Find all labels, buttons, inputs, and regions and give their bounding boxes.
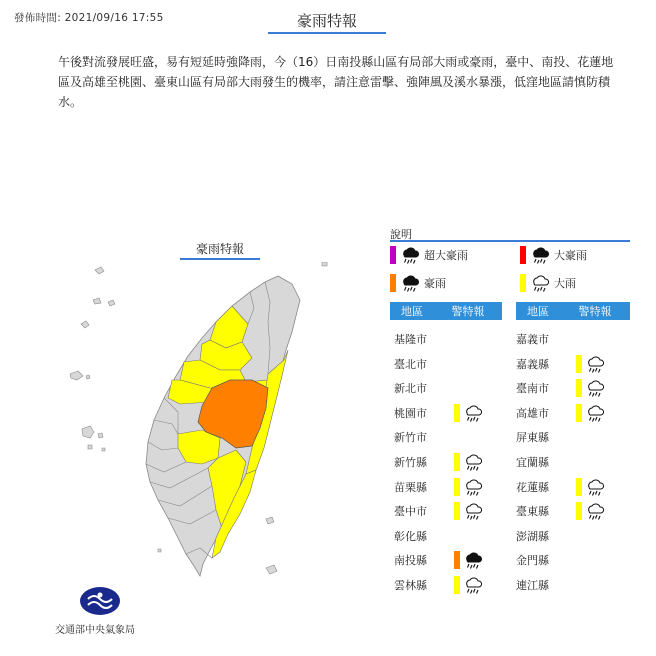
table-row bbox=[516, 550, 576, 570]
warning-cell bbox=[454, 477, 483, 497]
table-row bbox=[516, 329, 576, 349]
col-warning-label: 警特報 bbox=[578, 305, 612, 318]
table-row bbox=[516, 354, 605, 374]
rain-icon bbox=[530, 273, 550, 293]
table-row bbox=[516, 575, 576, 595]
rain-icon bbox=[463, 501, 483, 521]
region-name: 澎湖縣 bbox=[516, 529, 549, 543]
warning-cell bbox=[454, 403, 483, 423]
region-name: 新北市 bbox=[394, 382, 427, 396]
warning-level-bar bbox=[454, 551, 460, 569]
table-row bbox=[516, 526, 576, 546]
rain-icon bbox=[585, 378, 605, 398]
agency-name: 交通部中央氣象局 bbox=[55, 625, 135, 636]
warning-cell bbox=[454, 550, 483, 570]
table-row bbox=[394, 378, 454, 398]
legend-item bbox=[390, 270, 446, 296]
legend-label: 大雨 bbox=[554, 277, 576, 290]
table-row bbox=[516, 477, 605, 497]
table-row bbox=[516, 403, 605, 423]
page-title: 豪雨特報 bbox=[268, 10, 386, 34]
region-name: 彰化縣 bbox=[394, 529, 427, 543]
heavy-rain-icon bbox=[400, 245, 420, 265]
table-row bbox=[394, 427, 454, 447]
col-warning-label: 警特報 bbox=[451, 305, 485, 318]
region-name: 雲林縣 bbox=[394, 579, 427, 592]
region-name: 臺北市 bbox=[394, 357, 427, 371]
table-header-right bbox=[516, 302, 630, 320]
region-name: 新竹縣 bbox=[394, 456, 427, 469]
warning-cell bbox=[454, 501, 483, 521]
table-row bbox=[516, 501, 605, 521]
region-name: 臺中市 bbox=[394, 505, 427, 519]
island-penghu-1 bbox=[82, 426, 94, 438]
warning-level-bar bbox=[454, 404, 460, 422]
island-matsu-2 bbox=[81, 321, 89, 328]
rain-icon bbox=[463, 452, 483, 472]
table-row bbox=[394, 477, 483, 497]
warning-level-bar bbox=[576, 404, 582, 422]
region-name: 臺東縣 bbox=[516, 505, 549, 519]
legend-item bbox=[520, 242, 587, 268]
col-region-label: 地區 bbox=[527, 305, 549, 318]
island-penghu-4 bbox=[102, 448, 105, 451]
warning-level-bar bbox=[576, 379, 582, 397]
warning-level-bar bbox=[454, 576, 460, 594]
rain-icon bbox=[585, 501, 605, 521]
region-name: 臺南市 bbox=[516, 382, 549, 396]
warning-level-bar bbox=[454, 453, 460, 471]
warning-cell bbox=[576, 378, 605, 398]
warning-cell bbox=[576, 501, 605, 521]
legend-swatch bbox=[390, 274, 396, 292]
table-row bbox=[394, 354, 454, 374]
taiwan-map bbox=[60, 262, 350, 582]
issue-time: 發佈時間: 2021/09/16 17:55 bbox=[14, 12, 164, 24]
region-name: 連江縣 bbox=[516, 579, 549, 592]
island-green bbox=[266, 517, 274, 524]
region-name: 高雄市 bbox=[516, 406, 549, 420]
region-name: 南投縣 bbox=[394, 554, 427, 568]
table-row bbox=[394, 575, 483, 595]
table-row bbox=[516, 452, 576, 472]
island-liuqiu bbox=[158, 549, 161, 552]
table-row bbox=[394, 526, 454, 546]
warning-level-bar bbox=[576, 502, 582, 520]
table-header-left bbox=[390, 302, 502, 320]
legend-swatch bbox=[390, 246, 396, 264]
legend-swatch bbox=[520, 246, 526, 264]
heavy-rain-icon bbox=[463, 550, 483, 570]
cwb-logo-icon bbox=[78, 586, 122, 616]
island-matsu bbox=[95, 267, 104, 274]
rain-icon bbox=[463, 575, 483, 595]
legend-title: 說明 bbox=[390, 228, 412, 241]
table-row bbox=[394, 403, 483, 423]
heavy-rain-icon bbox=[530, 245, 550, 265]
region-name: 苗栗縣 bbox=[394, 480, 427, 494]
region-name: 新竹市 bbox=[394, 431, 427, 445]
island-penghu-3 bbox=[98, 433, 103, 438]
table-row bbox=[394, 550, 483, 570]
region-name: 嘉義市 bbox=[516, 333, 549, 346]
region-name: 花蓮縣 bbox=[516, 480, 549, 494]
warning-level-bar bbox=[454, 502, 460, 520]
warning-level-bar bbox=[454, 478, 460, 496]
rain-icon bbox=[585, 403, 605, 423]
warning-cell bbox=[454, 575, 483, 595]
island-orchid bbox=[266, 565, 277, 574]
table-row bbox=[394, 501, 483, 521]
region-name: 金門縣 bbox=[516, 554, 549, 568]
rain-icon bbox=[585, 477, 605, 497]
legend-label: 豪雨 bbox=[424, 277, 446, 290]
warning-cell bbox=[576, 403, 605, 423]
island-kinmen bbox=[70, 371, 83, 380]
rain-icon bbox=[585, 354, 605, 374]
island-north-2 bbox=[108, 300, 115, 306]
region-name: 嘉義縣 bbox=[516, 357, 549, 371]
warning-description: 午後對流發展旺盛，易有短延時強降雨，今（16）日南投縣山區有局部大雨或豪雨，臺中、南投、花蓮地區及高雄至桃園、臺東山區有局部大雨發生的機率，請注意雷擊、強陣風及溪水暴漲，低窪地區請慎防積水。 bbox=[58, 55, 614, 109]
region-name: 桃園市 bbox=[394, 406, 427, 420]
table-row bbox=[394, 329, 454, 349]
table-row bbox=[516, 427, 576, 447]
warning-level-bar bbox=[576, 478, 582, 496]
region-name: 屏東縣 bbox=[516, 431, 549, 445]
island-north-1 bbox=[93, 298, 101, 304]
legend-label: 超大豪雨 bbox=[424, 249, 468, 262]
warning-cell bbox=[576, 354, 605, 374]
rain-icon bbox=[463, 403, 483, 423]
col-region-label: 地區 bbox=[401, 305, 423, 318]
legend-label: 大豪雨 bbox=[554, 249, 587, 262]
warning-level-bar bbox=[576, 355, 582, 373]
region-name: 宜蘭縣 bbox=[516, 456, 549, 469]
legend-item bbox=[520, 270, 576, 296]
heavy-rain-icon bbox=[400, 273, 420, 293]
warning-cell bbox=[576, 477, 605, 497]
map-title: 豪雨特報 bbox=[180, 240, 260, 260]
legend-item bbox=[390, 242, 468, 268]
island-penghu-2 bbox=[88, 445, 92, 449]
island-northeast bbox=[322, 262, 327, 266]
island-kinmen-2 bbox=[86, 375, 90, 379]
table-row bbox=[516, 378, 605, 398]
warning-cell bbox=[454, 452, 483, 472]
table-row bbox=[394, 452, 483, 472]
legend-swatch bbox=[520, 274, 526, 292]
region-name: 基隆市 bbox=[394, 333, 427, 346]
rain-icon bbox=[463, 477, 483, 497]
